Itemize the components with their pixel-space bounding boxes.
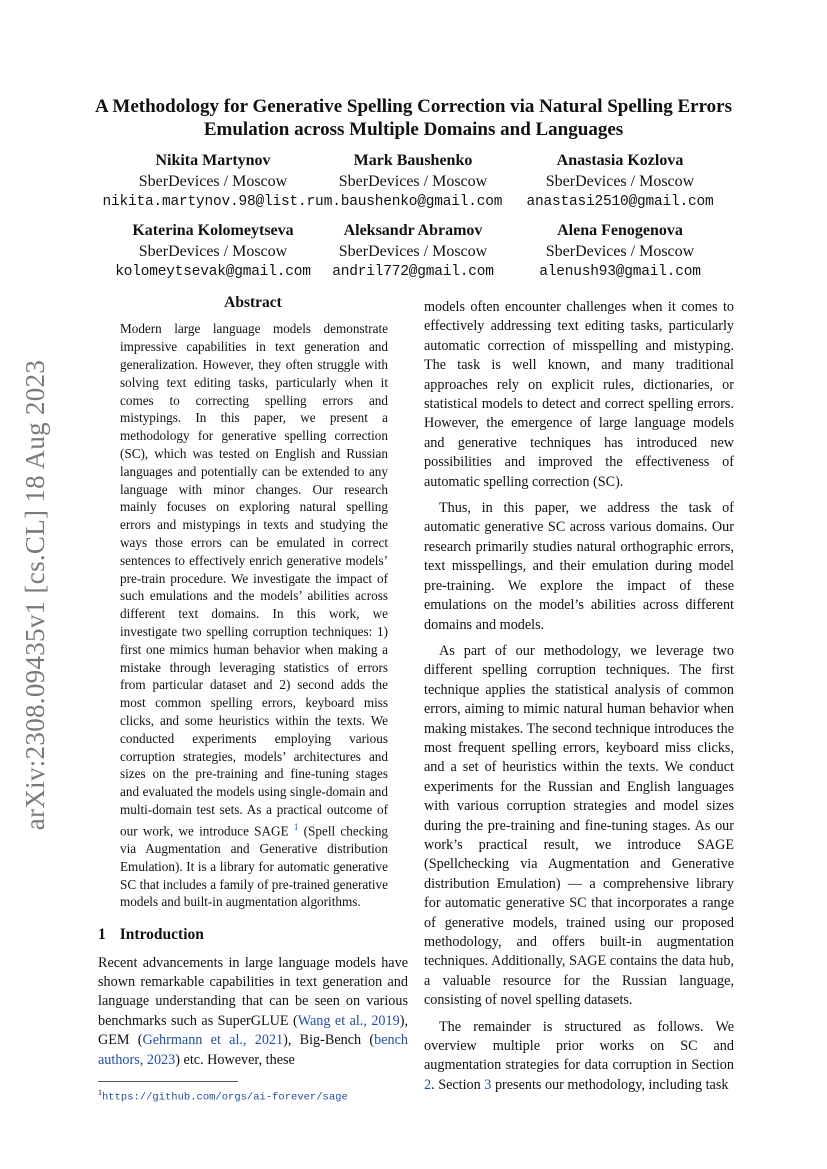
author-affiliation: SberDevices / Moscow — [138, 173, 288, 190]
paper-title: A Methodology for Generative Spelling Correction via Natural Spelling Errors Emulation across Multiple Domains and Languages — [95, 96, 732, 140]
paragraph: Recent advancements in large language models have shown remarkable capabilities in text generation and language understanding that can be seen on various benchmarks such as SuperGLUE (Wang et al., 2019), GEM (Gehrmann et al., 2021), Big-Bench (bench authors, 2023) etc. However, these — [98, 954, 408, 1068]
paragraph: Thus, in this paper, we address the task of automatic generative SC across various domains. Our research primarily studies natural orthographic errors, text misspellings, and their emulation during model pre-training. We explore the impact of these emulations on the model’s abilities across different domains and models. — [424, 500, 734, 633]
author-email[interactable]: andril772@gmail.com — [332, 264, 494, 280]
author-email[interactable]: alenush93@gmail.com — [539, 264, 701, 280]
author-name: Aleksandr Abramov — [343, 222, 483, 239]
left-column — [98, 293, 408, 1105]
author-email[interactable]: anastasi2510@gmail.com — [526, 194, 714, 210]
author-block — [98, 150, 328, 213]
citation-link[interactable]: Gehrmann et al., 2021 — [142, 1032, 284, 1049]
citation-link[interactable]: Wang et al., 2019 — [297, 1012, 400, 1029]
abstract-text: Modern large language models demonstrate impressive capabilities in text generation and generalization. However, they often struggle with solving text editing tasks, particularly when it comes to correcting spelling errors and mistypings. In this paper, we present a methodology for generative spelling correction (SC), which was tested on English and Russian languages and potentially can be extended to any language with minor changes. Our research mainly focuses on exploring natural spelling errors and mistypings in texts and studying the ways those errors can be emulated in correct sentences to effectively enrich generative models’ pre-train procedure. We investigate the impact of such emulations and the models’ abilities across different text domains. In this work, we investigate two spelling corruption techniques: 1) first one mimics human behavior when making a mistake through leveraging statistics of errors from particular dataset and 2) second adds the most common spelling errors, keyboard miss clicks, and some heuristics within the texts. We conducted experiments employing various corruption strategies, models’ architectures and sizes on the pre-training and fine-tuning stages and evaluated the models using single-domain and multi-domain test sets. As a practical outcome of our work, we introduce SAGE $^1$ (Spell checking via Augmentation and Generative distribution Emulation). It is a library for automatic generative SC that includes a family of pre-trained generative models and built-in augmentation algorithms. — [120, 321, 389, 910]
section-ref-link[interactable]: 2 — [424, 1076, 432, 1093]
footnote: $^1$https://github.com/orgs/ai-forever/sage — [98, 1087, 348, 1104]
author-affiliation: SberDevices / Moscow — [338, 173, 488, 190]
arxiv-identifier: arXiv:2308.09435v1 [cs.CL] 18 Aug 2023 — [20, 359, 50, 831]
footnote-divider — [98, 1081, 238, 1082]
author-email[interactable]: kolomeytsevak@gmail.com — [115, 264, 311, 280]
author-name: Alena Fenogenova — [557, 222, 683, 239]
abstract-heading: Abstract — [224, 294, 282, 311]
author-name: Katerina Kolomeytseva — [132, 222, 294, 239]
author-affiliation: SberDevices / Moscow — [338, 243, 488, 260]
paragraph: As part of our methodology, we leverage two different spelling corruption techniques. The first technique applies the statistical analysis of common errors, aiming to mimic natural human behavior when making mistakes. The second technique introduces the most frequent spelling errors, keyboard miss clicks, and a set of heuristics within the texts. We conduct experiments for the Russian and English languages with various corruption strategies and model sizes during the pre-training and fine-tuning stages. As our work’s practical result, we introduce SAGE (Spellchecking via Augmentation and Generative distribution Emulation) — a comprehensive library for automatic generative SC that incorporates a range of generative models, trained using our proposed methodology, and offers built-in augmentation techniques. Additionally, SAGE contains the data hub, a valuable resource for the Russian language, consisting of novel spelling datasets. — [424, 642, 734, 1009]
author-name: Anastasia Kozlova — [556, 152, 684, 169]
author-name: Nikita Martynov — [155, 152, 271, 169]
footnote-marker[interactable]: 1 — [293, 821, 299, 832]
author-affiliation: SberDevices / Moscow — [545, 173, 695, 190]
author-email[interactable]: m.baushenko@gmail.com — [323, 194, 503, 210]
paragraph: The remainder is structured as follows. We overview multiple prior works on SC and augmentation strategies for data corruption in Section 2. Section 3 presents our methodology, including task — [424, 1018, 734, 1093]
section-ref-link[interactable]: 3 — [484, 1076, 492, 1093]
author-block — [98, 220, 328, 283]
author-affiliation: SberDevices / Moscow — [545, 243, 695, 260]
author-block — [298, 220, 528, 283]
author-block — [505, 150, 735, 213]
right-column — [424, 298, 734, 1095]
citation-link[interactable]: bench authors, 2023 — [98, 1032, 408, 1068]
author-email[interactable]: nikita.martynov.98@list.ru — [102, 194, 324, 210]
author-name: Mark Baushenko — [353, 152, 473, 169]
section-heading-introduction: 1 Introduction — [98, 926, 204, 944]
footnote-url[interactable]: https://github.com/orgs/ai-forever/sage — [102, 1091, 348, 1104]
paragraph: models often encounter challenges when it comes to effectively addressing text editing tasks, particularly automatic correction of misspelling and mistyping. The task is well known, and many traditional approaches rely on explicit rules, dictionaries, or statistical models to detect and correct spelling errors. However, the emergence of large language models and generative techniques has introduced new possibilities and improved the effectiveness of automatic spelling correction (SC). — [424, 299, 734, 490]
author-affiliation: SberDevices / Moscow — [138, 243, 288, 260]
author-block — [298, 150, 528, 213]
author-block — [505, 220, 735, 283]
